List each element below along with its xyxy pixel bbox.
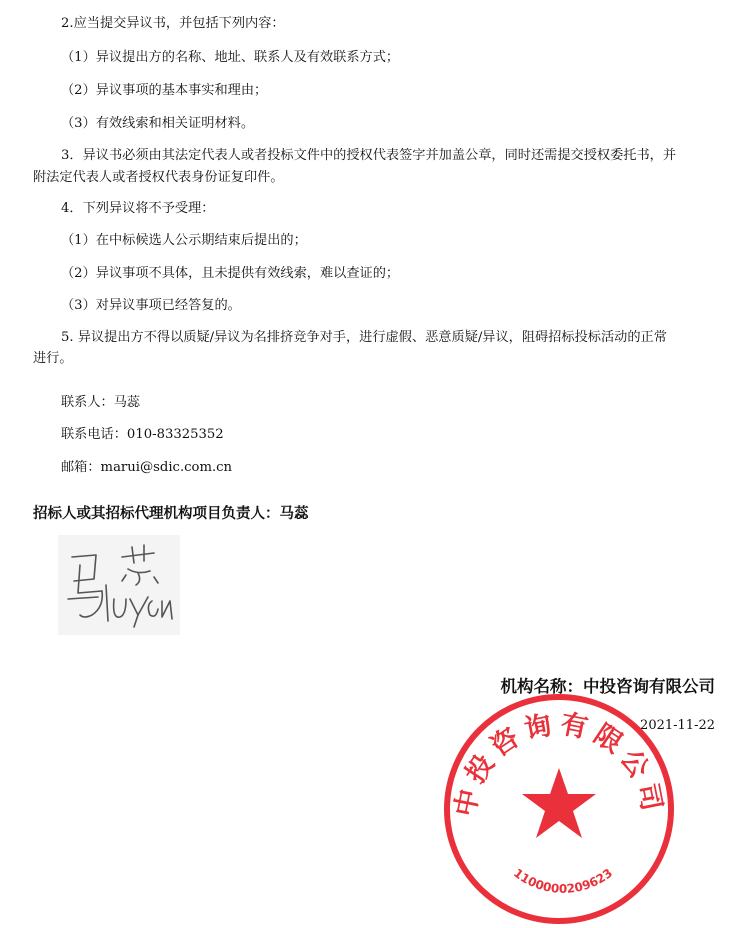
item-2-sub-2: （2）异议事项的基本事实和理由； <box>61 83 268 98</box>
contact-phone: 联系电话：010-83325352 <box>61 427 224 442</box>
item-5-line-1: 5. 异议提出方不得以质疑/异议为名排挤竞争对手，进行虚假、恶意质疑/异议，阻碍招标投标活动的正常 <box>61 330 667 345</box>
company-seal <box>440 690 678 928</box>
item-2-sub-3: （3）有效线索和相关证明材料。 <box>61 116 255 131</box>
organization-name: 机构名称：中投咨询有限公司 <box>500 677 715 696</box>
svg-text:1100000209623 <box>511 866 615 896</box>
item-5-line-2: 进行。 <box>33 351 73 366</box>
project-responsible-heading: 招标人或其招标代理机构项目负责人：马蕊 <box>33 506 309 522</box>
seal-arc-text: 中投咨询有限公司 <box>449 708 669 820</box>
contact-email: 邮箱：marui@sdic.com.cn <box>61 460 233 475</box>
handwritten-signature <box>58 535 180 635</box>
item-2-title: 2.应当提交异议书，并包括下列内容： <box>61 16 285 31</box>
item-4-sub-3: （3）对异议事项已经答复的。 <box>61 298 241 313</box>
seal-star-icon <box>522 768 596 838</box>
item-4-title: 4．下列异议将不予受理： <box>61 201 215 216</box>
contact-person: 联系人：马蕊 <box>61 395 141 410</box>
item-4-sub-2: （2）异议事项不具体，且未提供有效线索，难以查证的； <box>61 266 400 281</box>
item-2-sub-1: （1）异议提出方的名称、地址、联系人及有效联系方式； <box>61 50 400 65</box>
item-4-sub-1: （1）在中标候选人公示期结束后提出的； <box>61 233 307 248</box>
item-3-line-1: 3．异议书必须由其法定代表人或者投标文件中的授权代表签字并加盖公章，同时还需提交授权委托书，并 <box>61 148 677 163</box>
document-date: 2021-11-22 <box>640 718 715 733</box>
item-3-line-2: 附法定代表人或者授权代表身份证复印件。 <box>33 170 284 185</box>
seal-code: 1100000209623 <box>510 865 616 896</box>
